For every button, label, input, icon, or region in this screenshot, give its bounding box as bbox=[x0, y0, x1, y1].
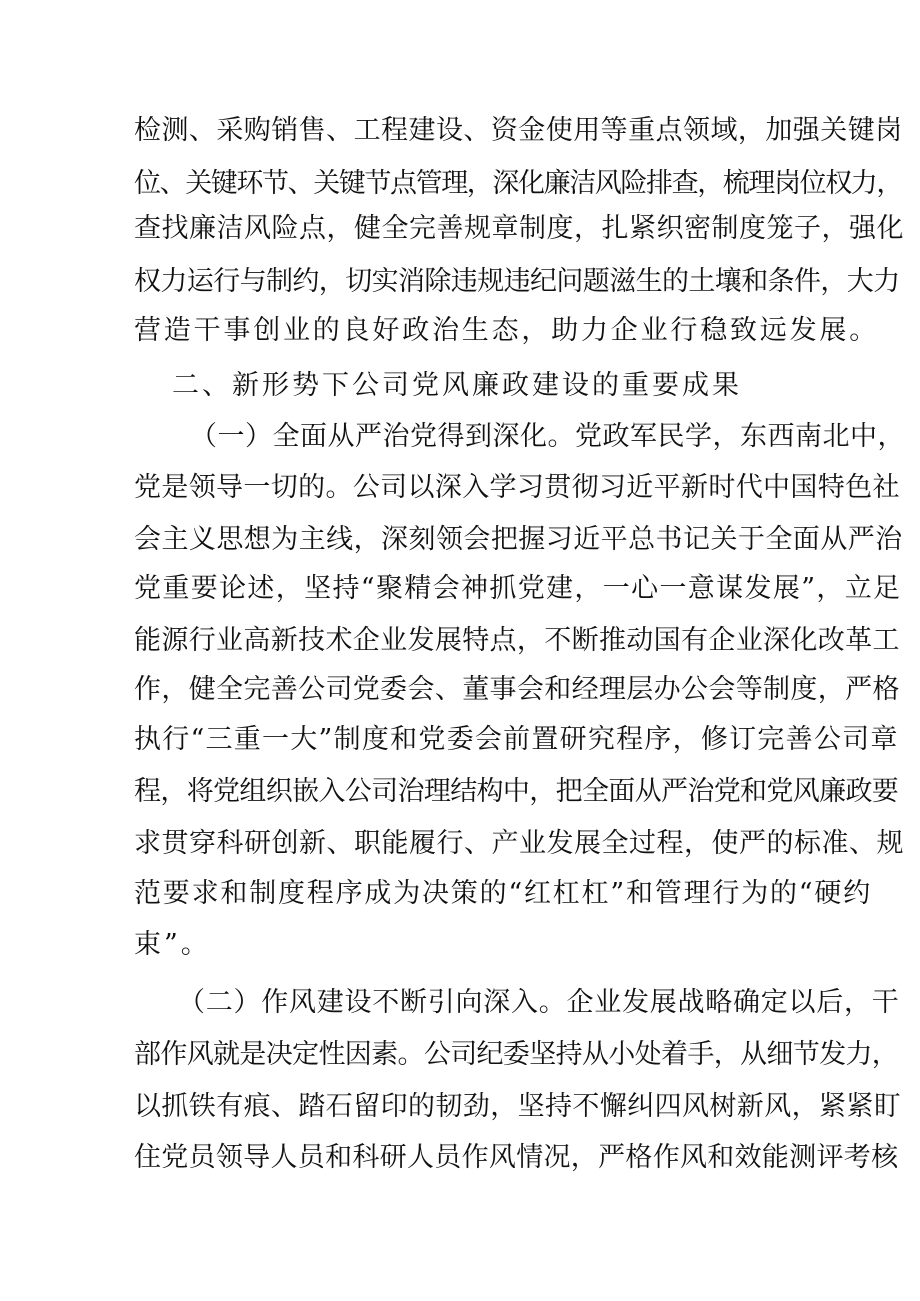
text-line: 会主义思想为主线，深刻领会把握习近平总书记关于全面从严治 bbox=[134, 524, 903, 555]
section-heading: 二、新形势下公司党风廉政建设的重要成果 bbox=[172, 370, 742, 401]
text-line: 执行“三重一大”制度和党委会前置研究程序，修订完善公司章 bbox=[134, 724, 899, 755]
text-line: 权力运行与制约，切实消除违规违纪问题滋生的土壤和条件，大力 bbox=[134, 266, 900, 297]
text-line: 检测、采购销售、工程建设、资金使用等重点领域，加强关键岗 bbox=[134, 115, 903, 146]
text-line: 部作风就是决定性因素。公司纪委坚持从小处着手，从细节发力， bbox=[134, 1039, 899, 1070]
text-line: 查找廉洁风险点，健全完善规章制度，扎紧织密制度笼子，强化 bbox=[134, 213, 904, 244]
text-line: 程，将党组织嵌入公司治理结构中，把全面从严治党和党风廉政要 bbox=[134, 776, 899, 807]
text-line: 党重要论述，坚持“聚精会神抓党建，一心一意谋发展”，立足 bbox=[134, 573, 902, 604]
text-line: 范要求和制度程序成为决策的“红杠杠”和管理行为的“硬约 bbox=[134, 878, 873, 909]
text-line: 营造干事创业的良好政治生态，助力企业行稳致远发展。 bbox=[134, 315, 879, 346]
text-line: 作，健全完善公司党委会、董事会和经理层办公会等制度，严格 bbox=[134, 674, 900, 705]
text-line: 党是领导一切的。公司以深入学习贯彻习近平新时代中国特色社 bbox=[134, 472, 900, 503]
text-line: 住党员领导人员和科研人员作风情况，严格作风和效能测评考核 bbox=[134, 1142, 899, 1173]
text-line: （一）全面从严治党得到深化。党政军民学，东西南北中， bbox=[190, 421, 905, 452]
text-line: 以抓铁有痕、踏石留印的韧劲，坚持不懈纠四风树新风，紧紧盯 bbox=[134, 1091, 902, 1122]
text-line: 求贯穿科研创新、职能履行、产业发展全过程，使严的标准、规 bbox=[134, 828, 904, 859]
text-line: 能源行业高新技术企业发展特点，不断推动国有企业深化改革工 bbox=[134, 625, 900, 656]
text-line: 束”。 bbox=[134, 929, 211, 960]
text-line: （二）作风建设不断引向深入。企业发展战略确定以后，干 bbox=[178, 987, 900, 1018]
text-line: 位、关键环节、关键节点管理，深化廉洁风险排查，梳理岗位权力， bbox=[134, 168, 902, 199]
